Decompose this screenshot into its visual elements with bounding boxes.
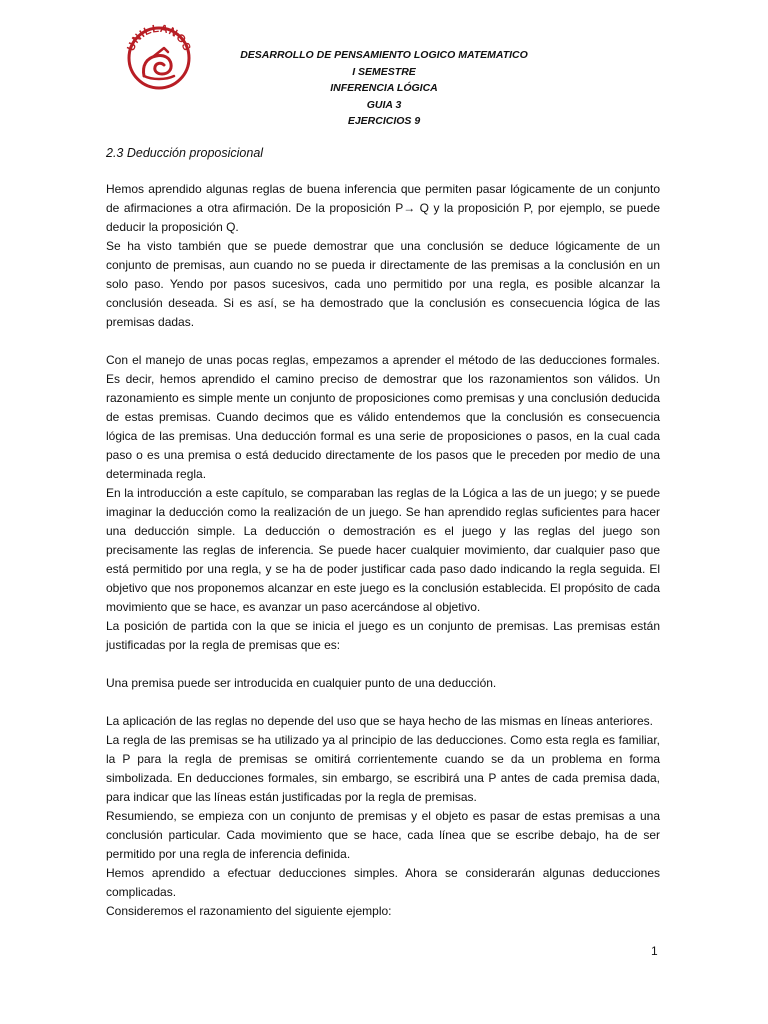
document-header xyxy=(200,47,568,130)
semester-label: I SEMESTRE xyxy=(352,65,416,78)
topic-title: INFERENCIA LÓGICA xyxy=(330,82,438,94)
paragraph: La regla de las premisas se ha utilizado ya al principio de las deducciones. Como esta regla es familiar, la P para la regla de premisas se omitirá corrientemente cuando se da un problema en forma simbolizada. En deducciones formales, sin embargo, se escribirá una P antes de cada premisa dada, para indicar que las líneas están justificadas por la regla de premisas. xyxy=(106,733,660,804)
paragraph: Se ha visto también que se puede demostrar que una conclusión se deduce lógicamente de un conjunto de premisas, aun cuando no se pueda ir directamente de las premisas a la conclusión en un solo paso. Yendo por pasos sucesivos, cada uno permitido por una regla, es posible alcanzar la conclusión deseada. Si es así, se ha demostrado que la conclusión es consecuencia lógica de las premisas dadas. xyxy=(106,239,660,329)
page-number: 1 xyxy=(651,944,658,958)
paragraph: Consideremos el razonamiento del siguiente ejemplo: xyxy=(106,904,392,918)
logo-text: UNILLANOS xyxy=(125,22,193,53)
body-text xyxy=(106,180,660,921)
paragraph: La aplicación de las reglas no depende del uso que se haya hecho de las mismas en líneas anteriores. xyxy=(106,714,654,728)
course-title: DESARROLLO DE PENSAMIENTO LOGICO MATEMATICO xyxy=(240,49,528,61)
paragraph: Hemos aprendido algunas reglas de buena inferencia que permiten pasar lógicamente de un conjunto de afirmaciones a otra afirmación. De la proposición P→ Q y la proposición P, por ejemplo, se puede deducir la proposición Q. xyxy=(106,182,660,234)
rule-statement: Una premisa puede ser introducida en cualquier punto de una deducción. xyxy=(106,676,497,690)
paragraph: Resumiendo, se empieza con un conjunto de premisas y el objeto es pasar de estas premisas a una conclusión particular. Cada movimiento que se hace, cada línea que se escribe debajo, ha de ser permitido por una regla de inferencia definida. xyxy=(106,809,660,861)
paragraph: Con el manejo de unas pocas reglas, empezamos a aprender el método de las deducciones formales. Es decir, hemos aprendido el camino preciso de demostrar que los razonamientos son válidos. Un razonamiento es simple mente un conjunto de proposiciones como premisas y una conclusión deducida de estas premisas. Cuando decimos que es válido entendemos que la conclusión es consecuencia lógica de las premisas. Una deducción formal es una serie de proposiciones o pasos, en la cual cada paso o es una premisa o está deducido directamente de los pasos que le preceden por medio de una determinada regla. xyxy=(106,353,660,481)
paragraph: Hemos aprendido a efectuar deducciones simples. Ahora se considerarán algunas deducciones complicadas. xyxy=(106,866,660,899)
university-crest-icon xyxy=(124,22,194,90)
exercises-label: EJERCICIOS 9 xyxy=(347,115,421,127)
section-heading: 2.3 Deducción proposicional xyxy=(106,146,264,160)
paragraph: La posición de partida con la que se inicia el juego es un conjunto de premisas. Las premisas están justificadas por la regla de premisas que es: xyxy=(106,619,660,652)
svg-text:UNILLANOS xyxy=(125,23,193,53)
paragraph: En la introducción a este capítulo, se comparaban las reglas de la Lógica a las de un juego; y se puede imaginar la deducción como la realización de un juego. Se han aprendido reglas suficientes para hacer una deducción simple. La deducción o demostración es el juego y las reglas del juego son precisamente las reglas de inferencia. Se puede hacer cualquier movimiento, dar cualquier paso que está permitido por una regla, y se ha de poder justificar cada paso dado indicando la regla seguida. El objetivo que nos proponemos alcanzar en este juego es la conclusión establecida. El propósito de cada movimiento que se hace, es avanzar un paso acercándose al objetivo. xyxy=(106,486,660,614)
guide-label: GUIA 3 xyxy=(366,98,402,111)
